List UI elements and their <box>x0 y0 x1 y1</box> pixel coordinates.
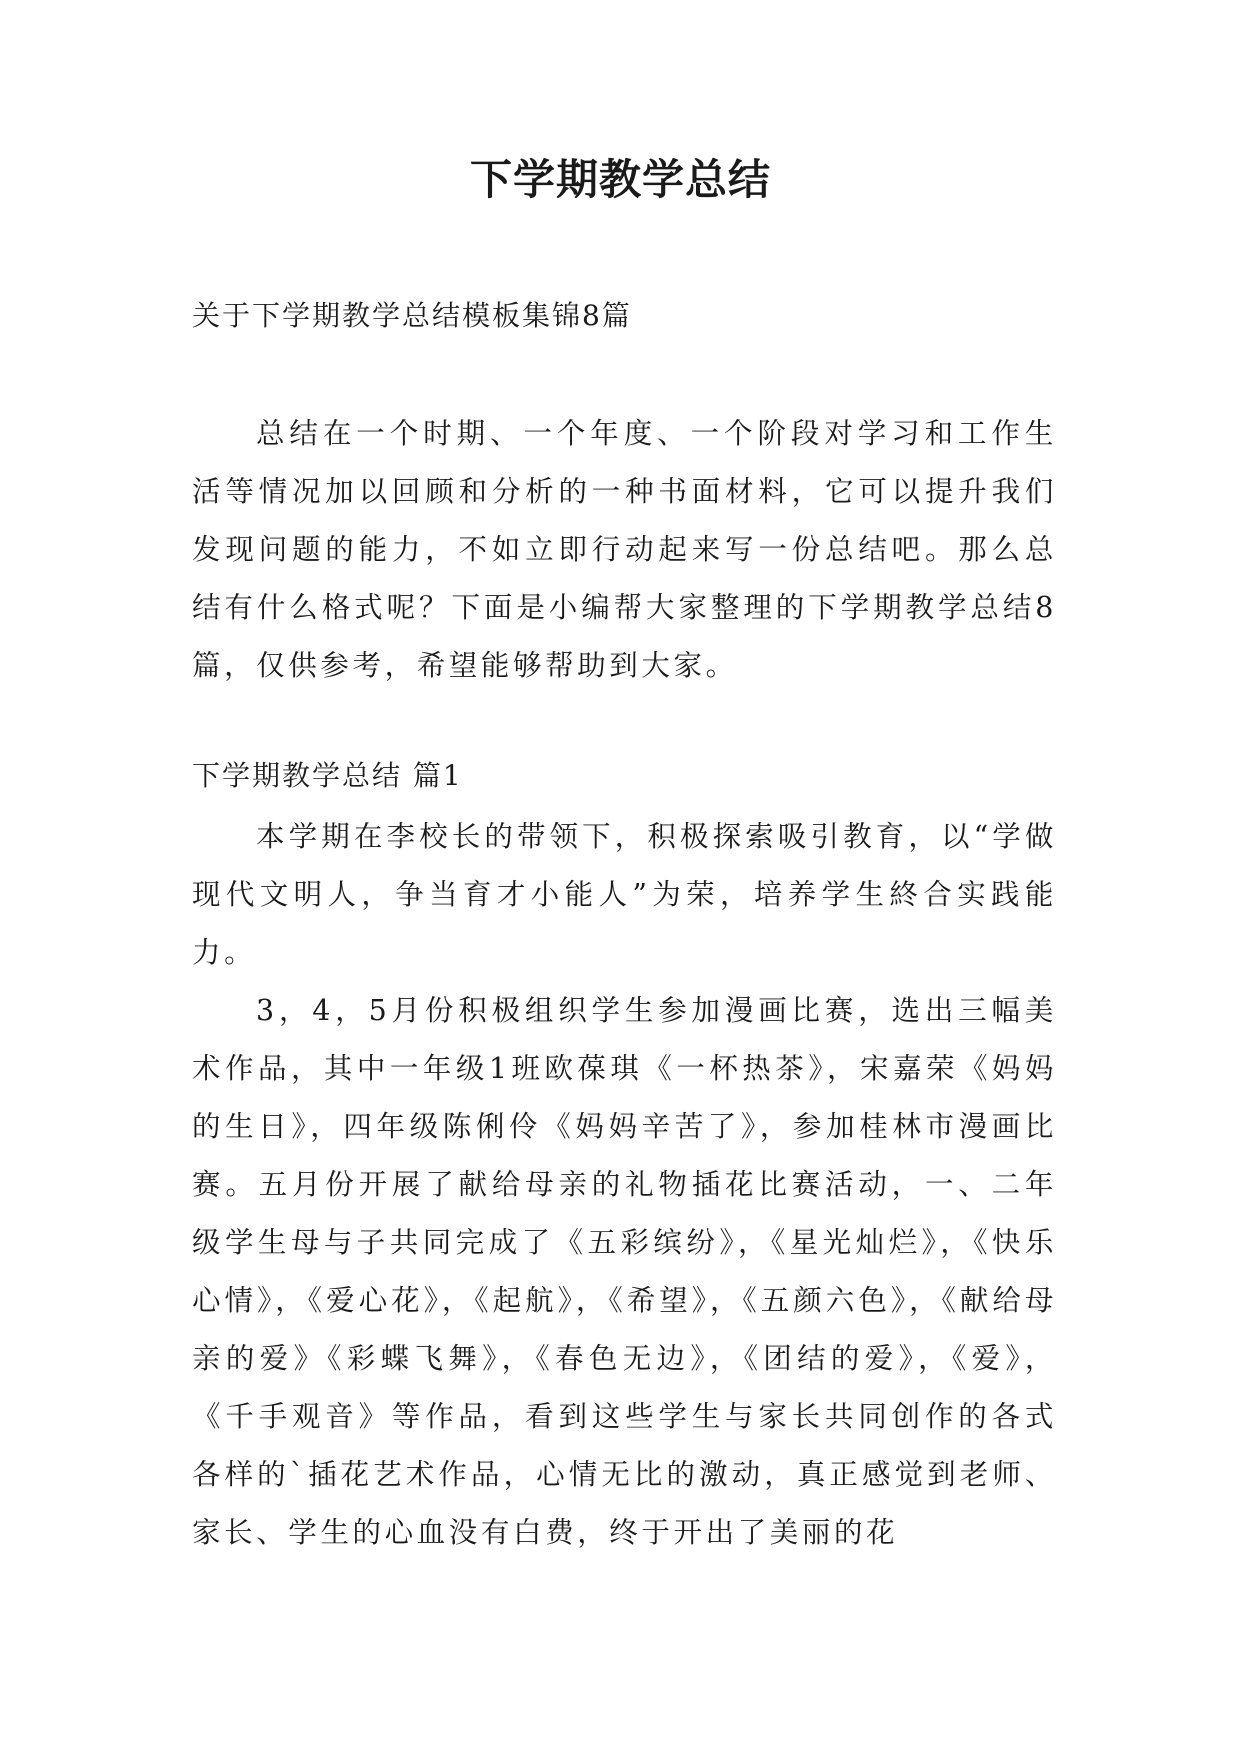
body-paragraph: 本学期在李校长的带领下，积极探索吸引教育，以“学做现代文明人，争当育才小能人”为荣，培养学生終合实践能力。 <box>192 820 1057 969</box>
intro-paragraph: 总结在一个时期、一个年度、一个阶段对学习和工作生活等情况加以回顾和分析的一种书面材料，它可以提升我们发现问题的能力，不如立即行动起来写一份总结吧。那么总结有什么格式呢？下面是小编帮大家整理的下学期教学总结8篇，仅供参考，希望能够帮助到大家。 <box>192 417 1057 682</box>
body-paragraph: 3，4，5月份积极组织学生参加漫画比赛，选出三幅美术作品，其中一年级1班欧葆琪《一杯热茶》，宋嘉荣《妈妈的生日》，四年级陈俐伶《妈妈辛苦了》，参加桂林市漫画比赛。五月份开展了献给母亲的礼物插花比赛活动，一、二年级学生母与子共同完成了《五彩缤纷》，《星光灿烂》，《快乐心情》，《爱心花》，《起航》，《希望》，《五颜六色》，《献给母亲的爱》《彩蝶飞舞》，《春色无边》，《团结的爱》，《爱》，《千手观音》等作品，看到这些学生与家长共同创作的各式各样的`插花艺术作品，心情无比的激动，真正感觉到老师、家长、学生的心血没有白费，终于开出了美丽的花 <box>192 994 1057 1549</box>
document-title: 下学期教学总结 <box>469 155 771 204</box>
document-subtitle: 关于下学期教学总结模板集锦8篇 <box>192 299 632 332</box>
section-heading: 下学期教学总结 篇1 <box>192 759 463 792</box>
